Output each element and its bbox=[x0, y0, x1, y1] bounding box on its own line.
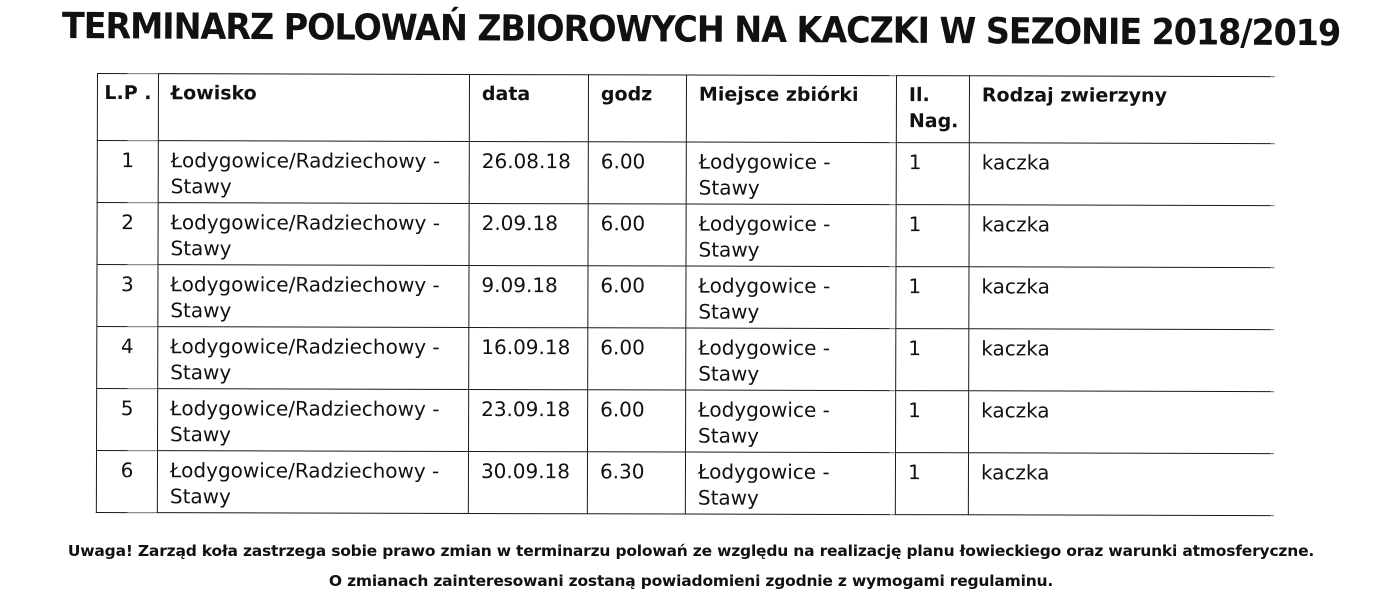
cell-godz: 6.00 bbox=[588, 266, 686, 328]
cell-rodzaj: kaczka bbox=[969, 267, 1274, 330]
header-lowisko: Łowisko bbox=[158, 74, 469, 142]
header-godz: godz bbox=[588, 75, 686, 142]
cell-lp: 5 bbox=[97, 389, 158, 451]
cell-data: 16.09.18 bbox=[469, 327, 588, 389]
cell-godz: 6.00 bbox=[588, 390, 686, 452]
table-row bbox=[97, 389, 1274, 454]
cell-miejsce: Łodygowice - Stawy bbox=[686, 204, 896, 267]
cell-data: 23.09.18 bbox=[469, 389, 588, 451]
cell-data: 30.09.18 bbox=[468, 451, 587, 513]
note-line-2: O zmianach zainteresowani zostaną powiadomieni zgodnie z wymogami regulaminu. bbox=[328, 572, 1054, 590]
cell-rodzaj: kaczka bbox=[969, 391, 1274, 454]
cell-rodzaj: kaczka bbox=[968, 453, 1273, 516]
cell-miejsce: Łodygowice - Stawy bbox=[685, 452, 895, 515]
cell-godz: 6.00 bbox=[588, 204, 686, 266]
cell-miejsce: Łodygowice - Stawy bbox=[686, 142, 896, 205]
cell-miejsce: Łodygowice - Stawy bbox=[686, 390, 896, 453]
cell-miejsce: Łodygowice - Stawy bbox=[686, 328, 896, 391]
cell-il-nag: 1 bbox=[896, 267, 969, 329]
header-rodzaj: Rodzaj zwierzyny bbox=[969, 76, 1274, 144]
cell-lowisko: Łodygowice/Radziechowy - Stawy bbox=[158, 265, 469, 328]
table-header-row bbox=[97, 74, 1274, 144]
cell-il-nag: 1 bbox=[895, 453, 968, 515]
cell-data: 9.09.18 bbox=[469, 265, 588, 327]
cell-godz: 6.30 bbox=[587, 452, 685, 514]
schedule-table bbox=[96, 73, 1275, 516]
cell-rodzaj: kaczka bbox=[969, 205, 1274, 268]
note-line-1: Uwaga! Zarząd koła zastrzega sobie prawo zmian w terminarzu polowań ze względu na realizację planu łowieckiego oraz warunki atmosferyczne. bbox=[67, 542, 1315, 560]
document-title: TERMINARZ POLOWAŃ ZBIOROWYCH NA KACZKI W SEZONIE 2018/2019 bbox=[61, 6, 1341, 55]
cell-lowisko: Łodygowice/Radziechowy - Stawy bbox=[158, 141, 469, 204]
table-row bbox=[97, 141, 1274, 206]
cell-il-nag: 1 bbox=[896, 391, 969, 453]
table-row bbox=[97, 265, 1274, 330]
table-row bbox=[97, 327, 1274, 392]
header-lp: L.P . bbox=[97, 74, 158, 141]
cell-data: 26.08.18 bbox=[469, 141, 588, 203]
cell-lowisko: Łodygowice/Radziechowy - Stawy bbox=[158, 327, 469, 390]
cell-miejsce: Łodygowice - Stawy bbox=[686, 266, 896, 329]
cell-lowisko: Łodygowice/Radziechowy - Stawy bbox=[158, 389, 469, 452]
header-il-nag: Il. Nag. bbox=[896, 76, 969, 143]
cell-lp: 1 bbox=[97, 141, 158, 203]
cell-godz: 6.00 bbox=[588, 328, 686, 390]
cell-lowisko: Łodygowice/Radziechowy - Stawy bbox=[157, 451, 468, 514]
cell-rodzaj: kaczka bbox=[969, 329, 1274, 392]
header-miejsce: Miejsce zbiórki bbox=[686, 75, 896, 143]
cell-il-nag: 1 bbox=[896, 329, 969, 391]
cell-rodzaj: kaczka bbox=[969, 143, 1274, 206]
footer-note bbox=[0, 536, 1382, 596]
cell-lp: 3 bbox=[97, 265, 158, 327]
cell-lowisko: Łodygowice/Radziechowy - Stawy bbox=[158, 203, 469, 266]
cell-data: 2.09.18 bbox=[469, 203, 588, 265]
cell-lp: 4 bbox=[97, 327, 158, 389]
cell-il-nag: 1 bbox=[896, 143, 969, 205]
cell-lp: 6 bbox=[96, 451, 157, 513]
cell-godz: 6.00 bbox=[588, 142, 686, 204]
cell-lp: 2 bbox=[97, 203, 158, 265]
header-data: data bbox=[469, 74, 588, 141]
table-row bbox=[96, 451, 1273, 516]
table-row bbox=[97, 203, 1274, 268]
cell-il-nag: 1 bbox=[896, 205, 969, 267]
